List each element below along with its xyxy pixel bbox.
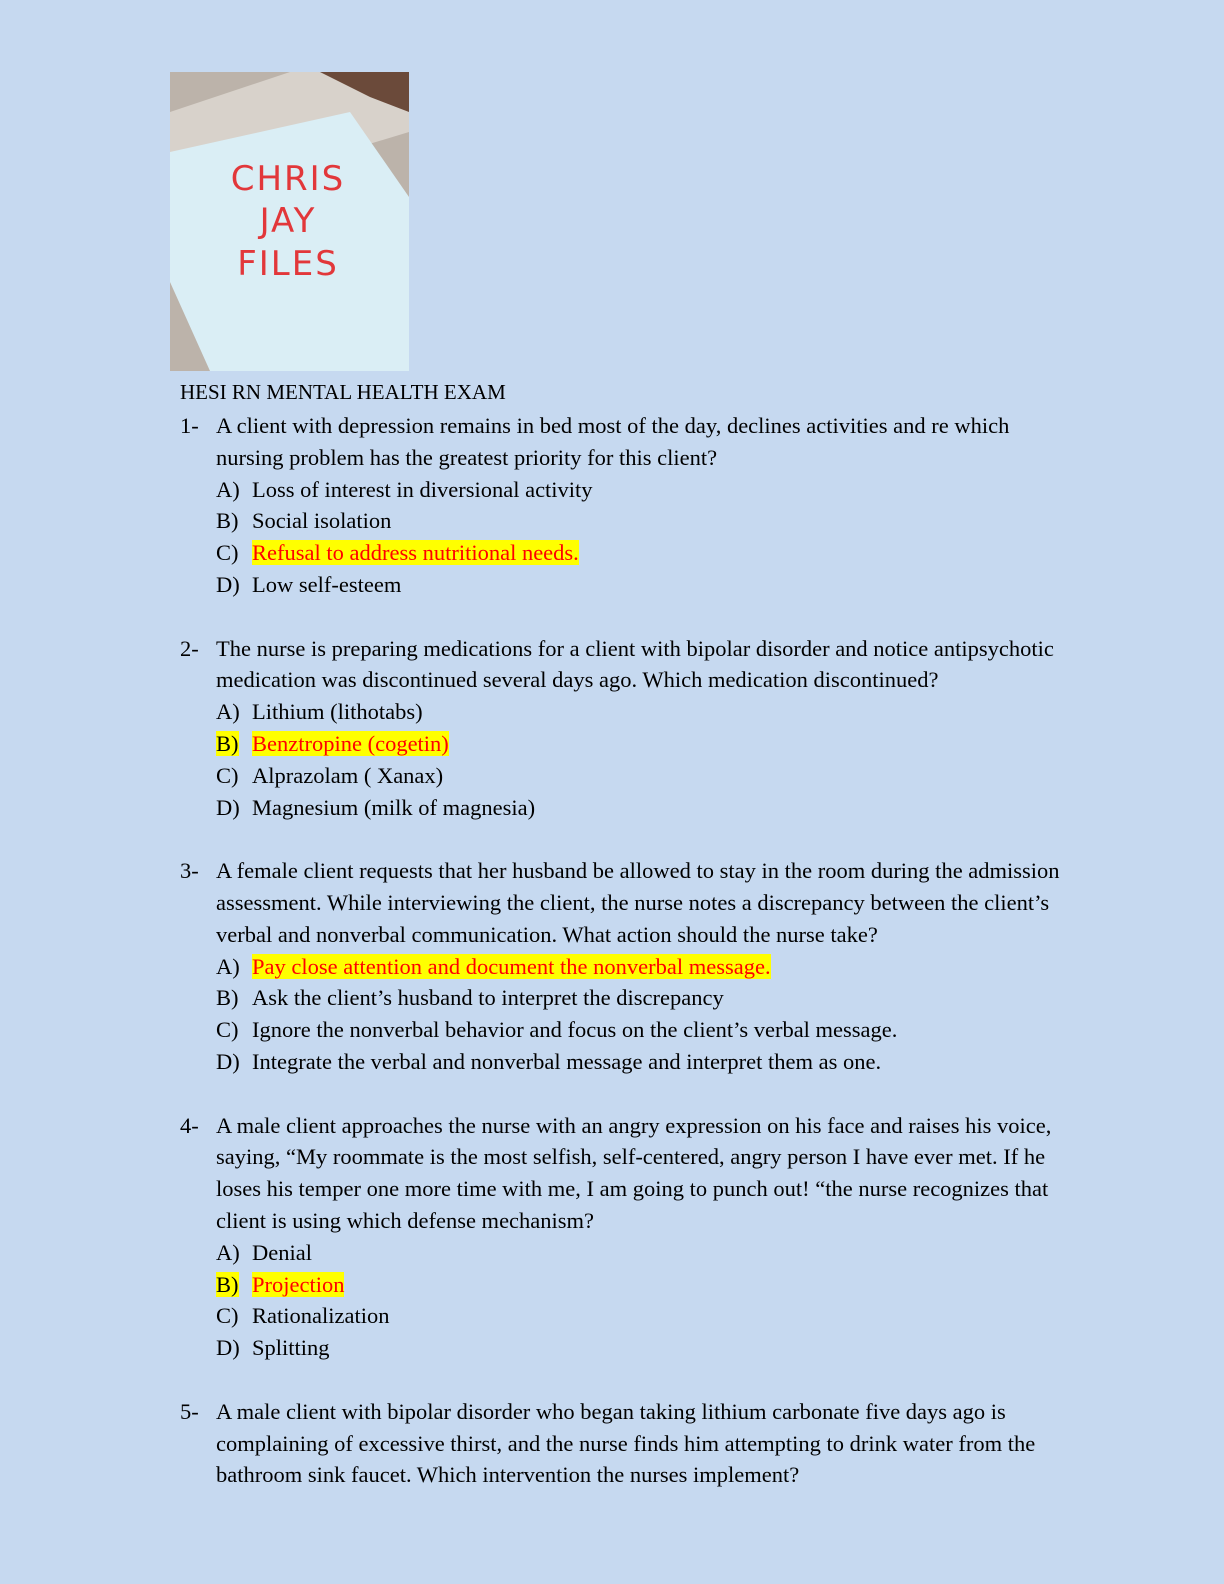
question-number: 5- xyxy=(180,1398,199,1424)
answer-option-correct xyxy=(216,728,1080,760)
option-letter: C) xyxy=(216,762,239,788)
option-text: Lithium (lithotabs) xyxy=(252,699,423,725)
correct-answer-highlight: Refusal to address nutritional needs. xyxy=(252,540,579,566)
answer-option-correct xyxy=(216,537,1080,569)
answer-option xyxy=(216,1300,1080,1332)
question-5 xyxy=(180,1396,1080,1491)
answer-options xyxy=(216,474,1080,601)
chris-jay-files-logo xyxy=(170,72,409,371)
option-text: Low self-esteem xyxy=(252,571,402,597)
answer-option xyxy=(216,474,1080,506)
option-letter: A) xyxy=(216,699,240,725)
logo-line-3: FILES xyxy=(237,244,339,284)
answer-option xyxy=(216,505,1080,537)
option-letter: B) xyxy=(216,1271,239,1297)
option-letter: C) xyxy=(216,540,239,566)
answer-option-correct xyxy=(216,1269,1080,1301)
option-letter: B) xyxy=(216,508,239,534)
option-text: Ask the client’s husband to interpret the discrepancy xyxy=(252,985,724,1011)
question-1 xyxy=(180,410,1080,601)
answer-option xyxy=(216,1332,1080,1364)
logo-line-1: CHRIS xyxy=(230,159,346,199)
option-text: Loss of interest in diversional activity xyxy=(252,476,593,502)
answer-options xyxy=(216,696,1080,823)
logo-paper xyxy=(170,112,409,371)
option-text: Social isolation xyxy=(252,508,392,534)
question-3 xyxy=(180,855,1080,1078)
logo-graphic xyxy=(170,72,409,371)
option-text: Splitting xyxy=(252,1335,330,1361)
answer-option xyxy=(216,569,1080,601)
answer-option xyxy=(216,1237,1080,1269)
answer-option xyxy=(216,760,1080,792)
option-letter: A) xyxy=(216,1239,240,1265)
option-text: Alprazolam ( Xanax) xyxy=(252,762,444,788)
correct-answer-highlight: Projection xyxy=(252,1271,345,1297)
answer-option xyxy=(216,1014,1080,1046)
answer-option-correct xyxy=(216,951,1080,983)
answer-options xyxy=(216,1237,1080,1364)
question-number: 1- xyxy=(180,413,199,438)
question-2 xyxy=(180,633,1080,824)
question-number: 2- xyxy=(180,635,199,661)
option-letter: D) xyxy=(216,1048,240,1074)
option-letter: C) xyxy=(216,1017,239,1043)
option-letter: D) xyxy=(216,1335,240,1361)
option-text: Integrate the verbal and nonverbal message and interpret them as one. xyxy=(252,1048,882,1074)
answer-option xyxy=(216,982,1080,1014)
question-text: A male client approaches the nurse with an angry expression on his face and raises his voice, saying, “My roommate is the most selfish, self-centered, angry person I have ever met. If he loses his temper one more time with me, I am going to punch out! “the nurse recognizes that client is using which defense mechanism? xyxy=(216,1112,1052,1233)
logo-line-2: JAY xyxy=(259,201,317,241)
answer-option xyxy=(216,696,1080,728)
option-letter: C) xyxy=(216,1303,239,1329)
question-text: The nurse is preparing medications for a client with bipolar disorder and notice antipsychotic medication was discontinued several days ago. Which medication discontinued? xyxy=(216,635,1054,693)
option-letter: D) xyxy=(216,571,240,597)
answer-option xyxy=(216,1046,1080,1078)
answer-option xyxy=(216,792,1080,824)
option-text: Magnesium (milk of magnesia) xyxy=(252,794,536,820)
document-title: HESI RN MENTAL HEALTH EXAM xyxy=(180,380,506,404)
option-letter: D) xyxy=(216,794,240,820)
option-text: Denial xyxy=(252,1239,312,1265)
question-number: 4- xyxy=(180,1112,199,1138)
option-letter: A) xyxy=(216,953,240,979)
question-4 xyxy=(180,1110,1080,1364)
option-letter: A) xyxy=(216,476,240,502)
option-letter: B) xyxy=(216,730,239,756)
option-letter: B) xyxy=(216,985,239,1011)
question-text: A client with depression remains in bed most of the day, declines activities and re which nursing problem has the greatest priority for this client? xyxy=(216,413,1010,470)
question-list xyxy=(180,410,1080,1523)
correct-answer-highlight: Benztropine (cogetin) xyxy=(252,730,449,756)
answer-options xyxy=(216,951,1080,1078)
option-text: Ignore the nonverbal behavior and focus on the client’s verbal message. xyxy=(252,1017,898,1043)
question-text: A female client requests that her husband be allowed to stay in the room during the admission assessment. While interviewing the client, the nurse notes a discrepancy between the client’s verbal and nonverbal communication. What action should the nurse take? xyxy=(216,858,1060,947)
option-text: Rationalization xyxy=(252,1303,390,1329)
correct-answer-highlight: Pay close attention and document the nonverbal message. xyxy=(252,953,771,979)
question-text: A male client with bipolar disorder who began taking lithium carbonate five days ago is complaining of excessive thirst, and the nurse finds him attempting to drink water from the bathroom sink faucet. Which intervention the nurses implement? xyxy=(216,1398,1036,1488)
question-number: 3- xyxy=(180,858,199,884)
